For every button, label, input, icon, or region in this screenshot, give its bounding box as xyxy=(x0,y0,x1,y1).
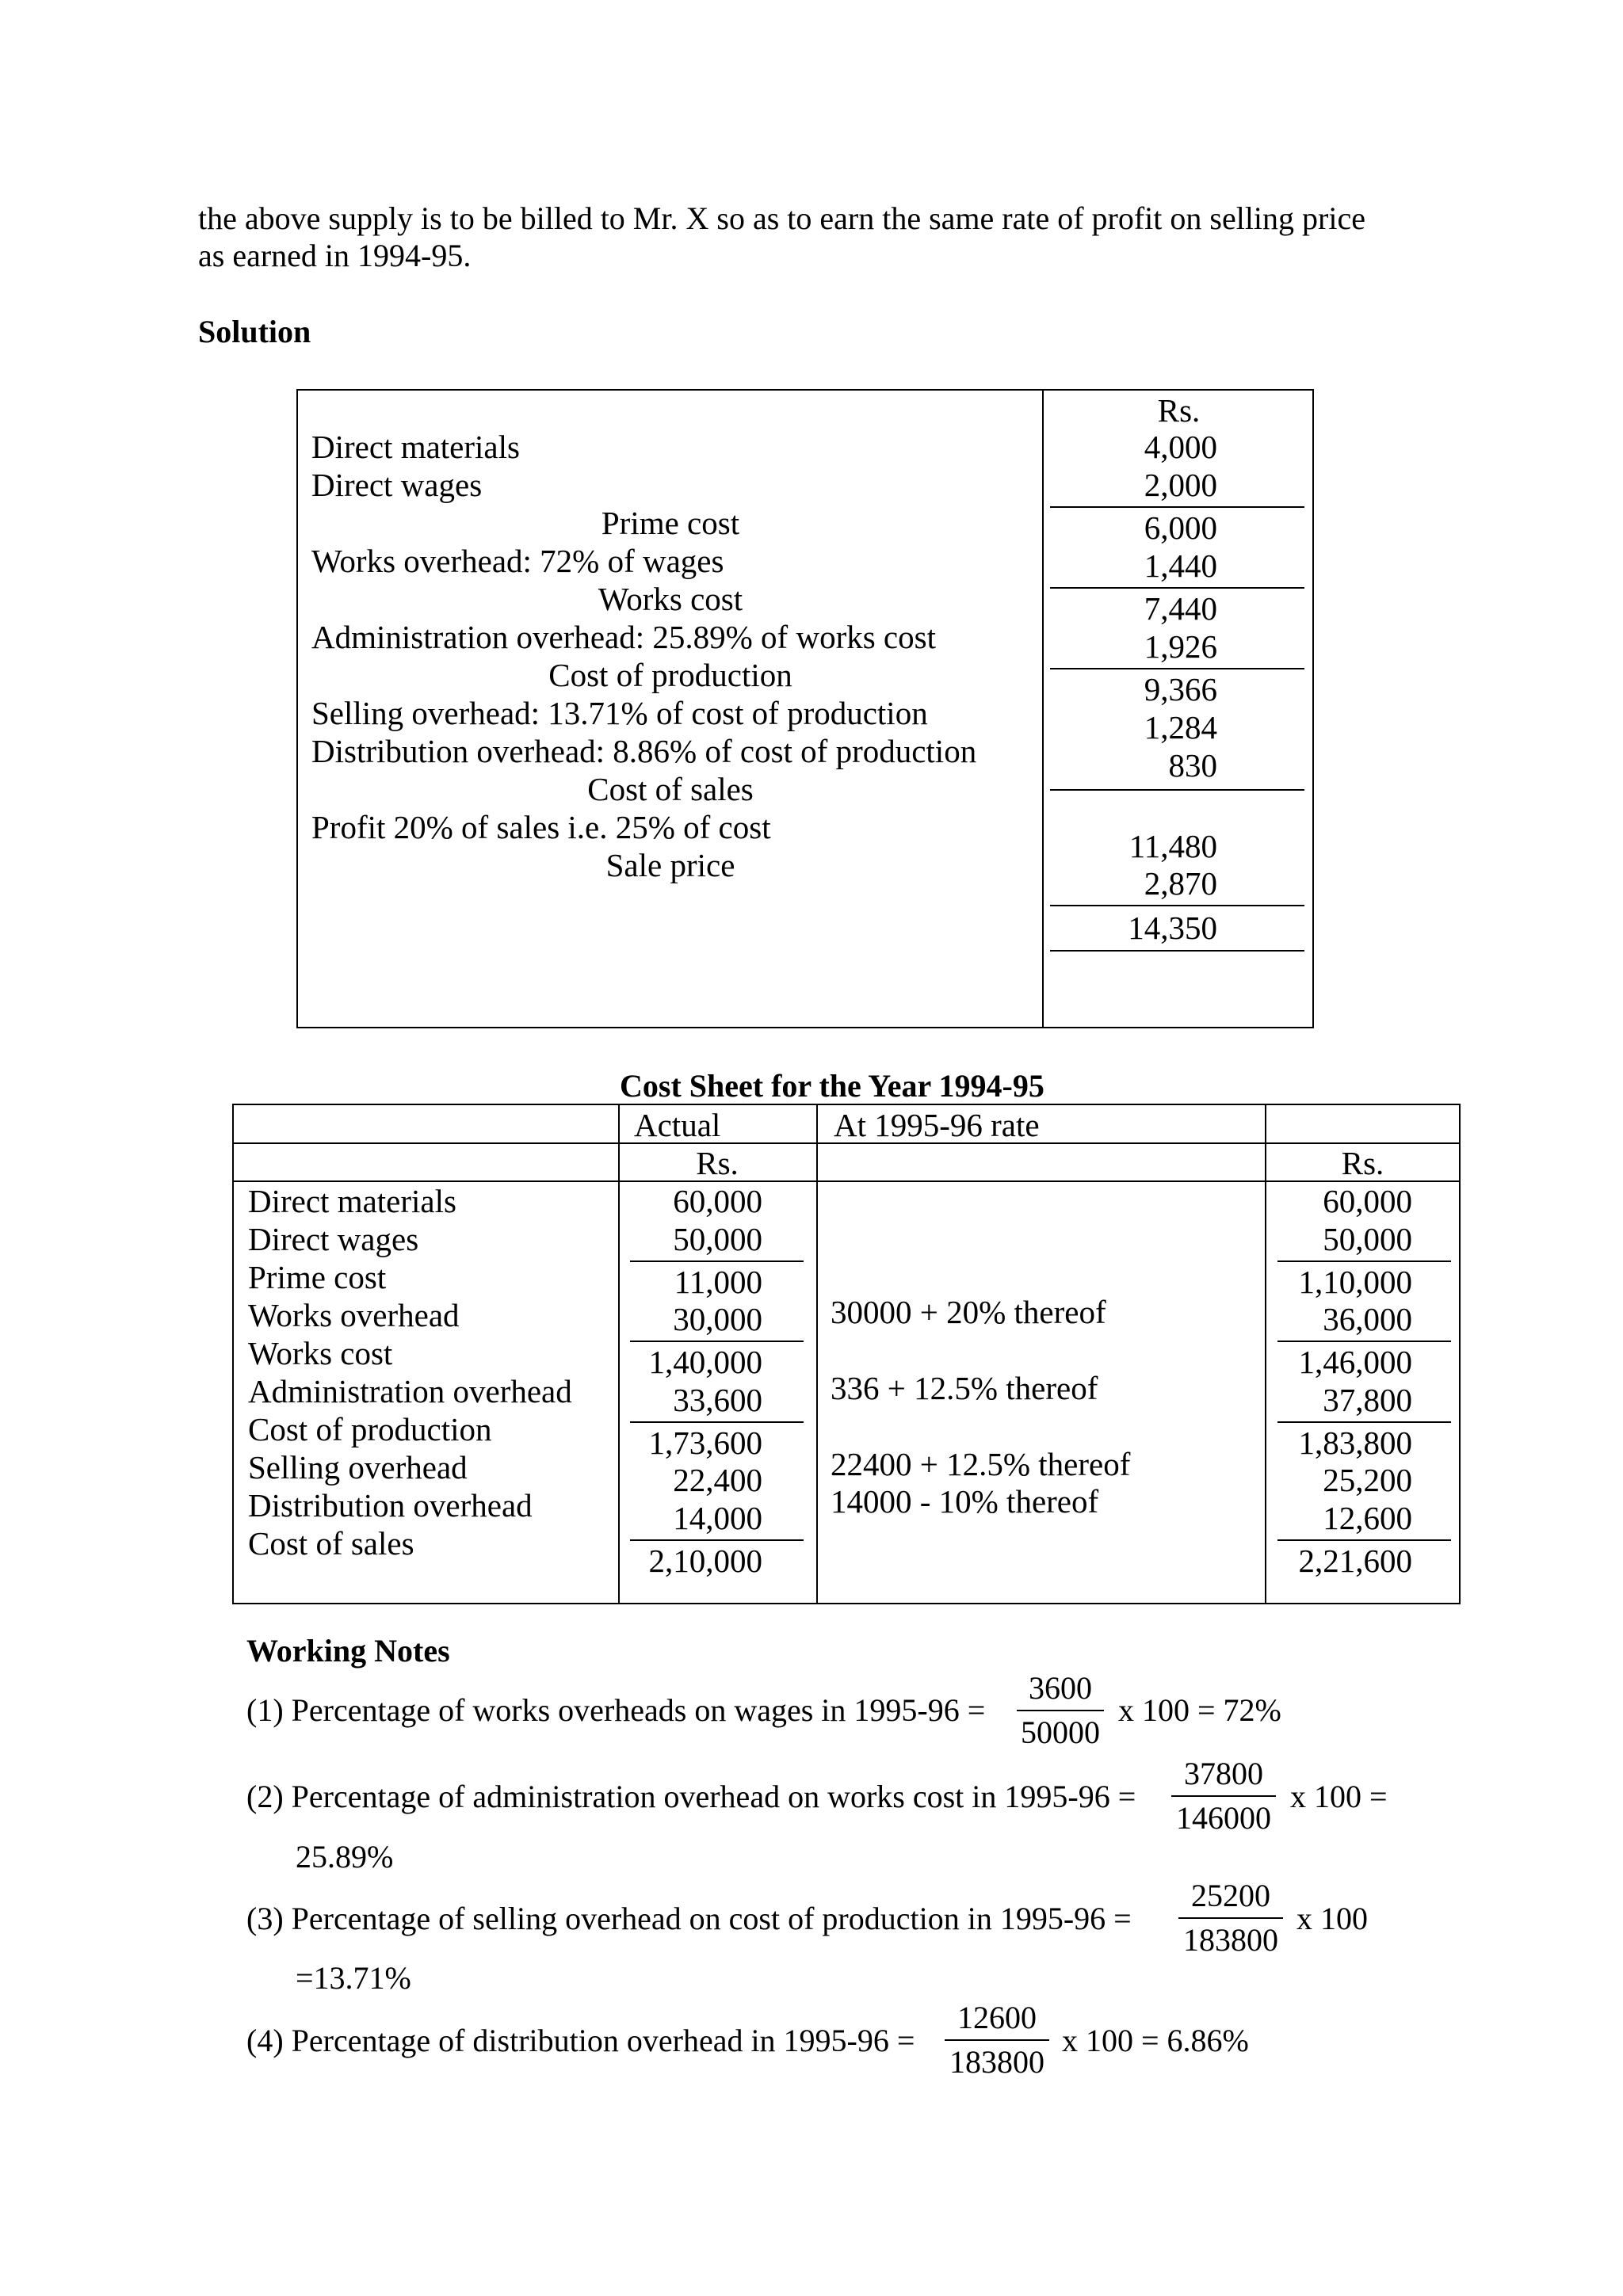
table1-subtotal-label: Prime cost xyxy=(601,505,740,541)
table1-value: 11,480 xyxy=(1128,828,1217,864)
working-note-3-continuation: =13.71% xyxy=(296,1960,411,1996)
table2-label: Distribution overhead xyxy=(248,1487,533,1524)
table2-label: Cost of production xyxy=(248,1411,492,1447)
working-note-3-fraction xyxy=(1178,1878,1283,1958)
table1-label: Profit 20% of sales i.e. 25% of cost xyxy=(311,809,771,845)
table2-actual-value: 22,400 xyxy=(673,1462,762,1498)
table2-actual-value: 33,600 xyxy=(673,1382,762,1418)
table2-actual-value: 11,000 xyxy=(674,1264,762,1300)
working-note-4-fraction xyxy=(945,2000,1049,2081)
table1-subtotal-label: Sale price xyxy=(605,847,735,883)
working-notes-heading: Working Notes xyxy=(246,1633,450,1669)
table2-rate-value: 12,600 xyxy=(1323,1500,1412,1536)
table1-label: Selling overhead: 13.71% of cost of production xyxy=(311,695,928,731)
fraction-bar xyxy=(1017,1710,1104,1711)
table2-rule xyxy=(1277,1341,1451,1342)
working-note-1-fraction xyxy=(1017,1670,1104,1751)
table2-label: Direct wages xyxy=(248,1221,419,1257)
intro-line-1: the above supply is to be billed to Mr. X so as to earn the same rate of profit on selling price xyxy=(198,200,1365,236)
table1-value: 9,366 xyxy=(1144,671,1217,707)
table2-rule xyxy=(630,1261,804,1262)
fraction-numerator: 3600 xyxy=(1029,1670,1092,1706)
table2-note: 336 + 12.5% thereof xyxy=(831,1370,1098,1406)
working-note-4-result: x 100 = 6.86% xyxy=(1062,2023,1249,2058)
col-header-actual: Actual xyxy=(634,1107,721,1143)
table2-actual-value: 60,000 xyxy=(673,1183,762,1219)
table1-value: 4,000 xyxy=(1144,429,1217,465)
working-note-1-result: x 100 = 72% xyxy=(1118,1692,1281,1728)
table1-label: Direct wages xyxy=(311,467,483,503)
cost-sheet-title: Cost Sheet for the Year 1994-95 xyxy=(620,1068,1044,1104)
working-note-2-continuation: 25.89% xyxy=(296,1839,394,1875)
table2-rule xyxy=(630,1341,804,1342)
table1-value: 7,440 xyxy=(1144,590,1217,627)
working-note-3-text: (3) Percentage of selling overhead on cost of production in 1995-96 = xyxy=(246,1901,1132,1936)
table1-value: 830 xyxy=(1168,747,1217,784)
solution-heading: Solution xyxy=(198,314,311,349)
table2-actual-value: 14,000 xyxy=(673,1500,762,1536)
table2-label: Selling overhead xyxy=(248,1449,468,1486)
table2-label: Cost of sales xyxy=(248,1525,414,1562)
working-note-2-fraction xyxy=(1171,1756,1276,1836)
table1-subtotal-label: Cost of sales xyxy=(587,771,754,807)
table2-rate-value: 1,10,000 xyxy=(1298,1264,1412,1300)
fraction-numerator: 12600 xyxy=(957,2000,1037,2035)
working-note-2-text: (2) Percentage of administration overhead on works cost in 1995-96 = xyxy=(246,1779,1136,1814)
table1-value: 14,350 xyxy=(1128,910,1217,946)
fraction-denominator: 146000 xyxy=(1176,1800,1271,1836)
table1-divider xyxy=(1042,389,1044,1028)
fraction-bar xyxy=(945,2039,1049,2041)
working-note-4-text: (4) Percentage of distribution overhead in 1995-96 = xyxy=(246,2023,915,2058)
table2-rule xyxy=(630,1421,804,1423)
table1-value: 1,284 xyxy=(1144,709,1217,746)
fraction-bar xyxy=(1171,1795,1276,1797)
working-note-3-result: x 100 xyxy=(1296,1901,1368,1936)
table1-rule xyxy=(1050,950,1304,952)
table2-actual-value: 1,73,600 xyxy=(648,1425,762,1461)
table1-value: 2,000 xyxy=(1144,467,1217,503)
table2-actual-value: 1,40,000 xyxy=(648,1344,762,1380)
table1-value: 1,440 xyxy=(1144,547,1217,584)
table2-label: Direct materials xyxy=(248,1183,456,1219)
working-note-1-text: (1) Percentage of works overheads on wages in 1995-96 = xyxy=(246,1692,986,1728)
table2-note: 30000 + 20% thereof xyxy=(831,1294,1106,1330)
col-header-rate: At 1995-96 rate xyxy=(834,1107,1040,1143)
table1-value: 2,870 xyxy=(1144,865,1217,902)
table2-label: Works cost xyxy=(248,1335,393,1371)
actual-currency: Rs. xyxy=(696,1145,739,1181)
table2-rate-value: 36,000 xyxy=(1323,1301,1412,1337)
table2-rate-value: 1,83,800 xyxy=(1298,1425,1412,1461)
table2-note: 22400 + 12.5% thereof xyxy=(831,1446,1131,1482)
table1-rule xyxy=(1050,905,1304,906)
fraction-denominator: 50000 xyxy=(1021,1714,1100,1750)
table2-rule xyxy=(1277,1261,1451,1262)
table1-label: Works overhead: 72% of wages xyxy=(311,543,724,579)
fraction-denominator: 183800 xyxy=(949,2044,1044,2080)
table2-note: 14000 - 10% thereof xyxy=(831,1483,1099,1520)
table1-value: 6,000 xyxy=(1144,509,1217,546)
table1-label: Distribution overhead: 8.86% of cost of production xyxy=(311,733,977,769)
table2-rate-value: 37,800 xyxy=(1323,1382,1412,1418)
table2-label: Administration overhead xyxy=(248,1373,572,1409)
table1-label: Direct materials xyxy=(311,429,520,465)
working-note-2-result: x 100 = xyxy=(1290,1779,1388,1814)
table1-subtotal-label: Cost of production xyxy=(548,657,792,693)
table1-rule xyxy=(1050,587,1304,589)
table1-label: Administration overhead: 25.89% of works cost xyxy=(311,619,936,655)
table2-rate-value: 2,21,600 xyxy=(1298,1543,1412,1579)
table2-rule xyxy=(1277,1421,1451,1423)
table2-label: Prime cost xyxy=(248,1259,387,1295)
table1-value: 1,926 xyxy=(1144,628,1217,665)
table2-rule xyxy=(1277,1539,1451,1541)
rate-currency: Rs. xyxy=(1341,1145,1384,1181)
table2-actual-value: 50,000 xyxy=(673,1221,762,1257)
table1-rule xyxy=(1050,789,1304,791)
table1-rule xyxy=(1050,506,1304,508)
table2-rate-value: 60,000 xyxy=(1323,1183,1412,1219)
table2-rate-value: 50,000 xyxy=(1323,1221,1412,1257)
table2-label: Works overhead xyxy=(248,1297,460,1333)
fraction-numerator: 37800 xyxy=(1184,1756,1263,1791)
fraction-bar xyxy=(1178,1917,1283,1919)
table2-divider xyxy=(816,1104,818,1604)
table2-rule xyxy=(630,1539,804,1541)
fraction-denominator: 183800 xyxy=(1183,1922,1278,1958)
table2-rate-value: 1,46,000 xyxy=(1298,1344,1412,1380)
fraction-numerator: 25200 xyxy=(1191,1878,1270,1913)
table2-actual-value: 2,10,000 xyxy=(648,1543,762,1579)
table2-actual-value: 30,000 xyxy=(673,1301,762,1337)
table1-currency-header: Rs. xyxy=(1157,392,1201,429)
intro-line-2: as earned in 1994-95. xyxy=(198,238,472,273)
table1-rule xyxy=(1050,668,1304,669)
table2-rate-value: 25,200 xyxy=(1323,1462,1412,1498)
table1-subtotal-label: Works cost xyxy=(598,581,743,617)
